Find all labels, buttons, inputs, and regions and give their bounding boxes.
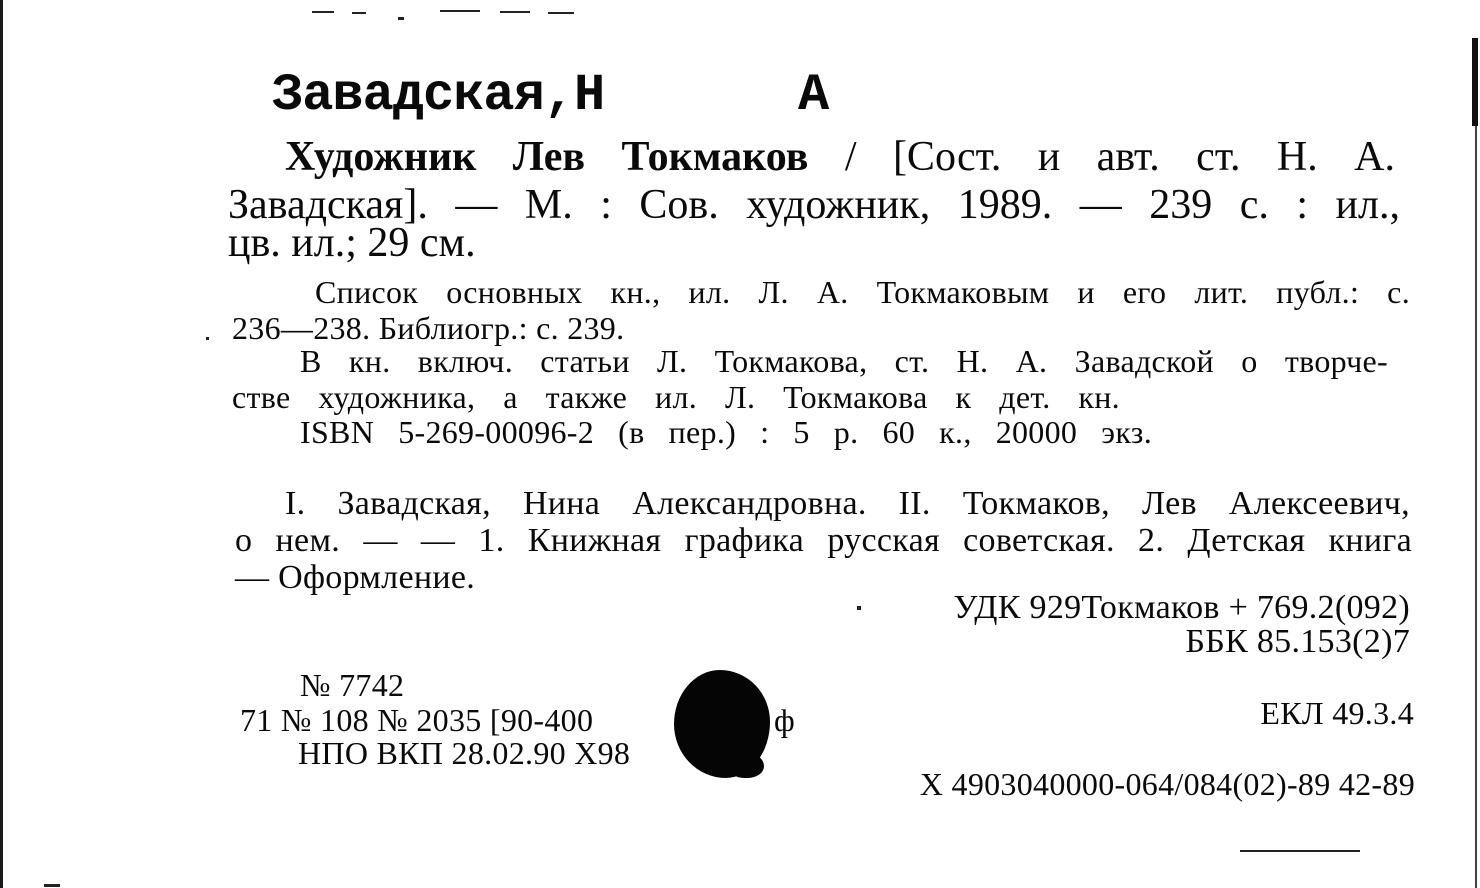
scan-speck (398, 17, 404, 20)
scan-speck (548, 12, 574, 14)
scan-speck (206, 337, 209, 340)
scan-speck (352, 12, 366, 14)
card-number: № 7742 (300, 667, 405, 703)
physical-description: цв. ил.; 29 см. (228, 220, 476, 266)
note-contents-line-2: стве художника, а также ил. Л. Токмакова к дет. кн. (232, 379, 1120, 415)
scan-edge-right-thin (1475, 126, 1477, 888)
scan-speck (312, 11, 334, 13)
scan-edge-right (1472, 38, 1478, 126)
title-line (285, 136, 1395, 178)
scan-edge-left (0, 0, 3, 888)
udk-index: УДК 929Токмаков + 769.2(092) (953, 589, 1410, 626)
scan-speck (1240, 850, 1360, 852)
title-statement: / [Сост. и авт. ст. Н. А. (844, 134, 1396, 180)
ekl-index: ЕКЛ 49.3.4 (1260, 695, 1414, 731)
book-title: Художник Лев Токмаков (285, 134, 809, 180)
order-line-tail: ф (774, 702, 796, 738)
note-list-line-1: Список основных кн., ил. Л. А. Токмаковым и его лит. публ.: с. (315, 274, 1410, 310)
note-contents-line-1: В кн. включ. статьи Л. Токмакова, ст. Н. А. Завадской о творче- (300, 343, 1388, 379)
scan-speck (500, 11, 530, 13)
author-heading: Завадская,Н (272, 66, 605, 125)
scan-speck (857, 606, 861, 610)
bbk-index: ББК 85.153(2)7 (1185, 623, 1410, 660)
publication-line: Завадская]. — М. : Сов. художник, 1989. — 239 с. : ил., (228, 182, 1400, 228)
ink-blot-tail (728, 752, 764, 778)
printer-line: НПО ВКП 28.02.90 Х98 (298, 735, 631, 771)
publication-code: Х 4903040000-064/084(02)-89 42-89 (919, 766, 1415, 802)
tracing-line: — Оформление. (235, 559, 476, 596)
tracing-line: I. Завадская, Нина Александровна. II. Токмаков, Лев Алексеевич, (285, 485, 1410, 522)
tracing-line: о нем. — — 1. Книжная графика русская советская. 2. Детская книга (235, 522, 1412, 559)
order-line: 71 № 108 № 2035 [90-400 (240, 702, 594, 738)
note-list-line-2: 236—238. Библиогр.: с. 239. (232, 310, 625, 346)
scan-speck (440, 10, 480, 12)
isbn-line: ISBN 5-269-00096-2 (в пер.) : 5 р. 60 к., 20000 экз. (300, 414, 1152, 450)
author-initial: А (798, 66, 829, 125)
scan-speck (44, 884, 60, 887)
